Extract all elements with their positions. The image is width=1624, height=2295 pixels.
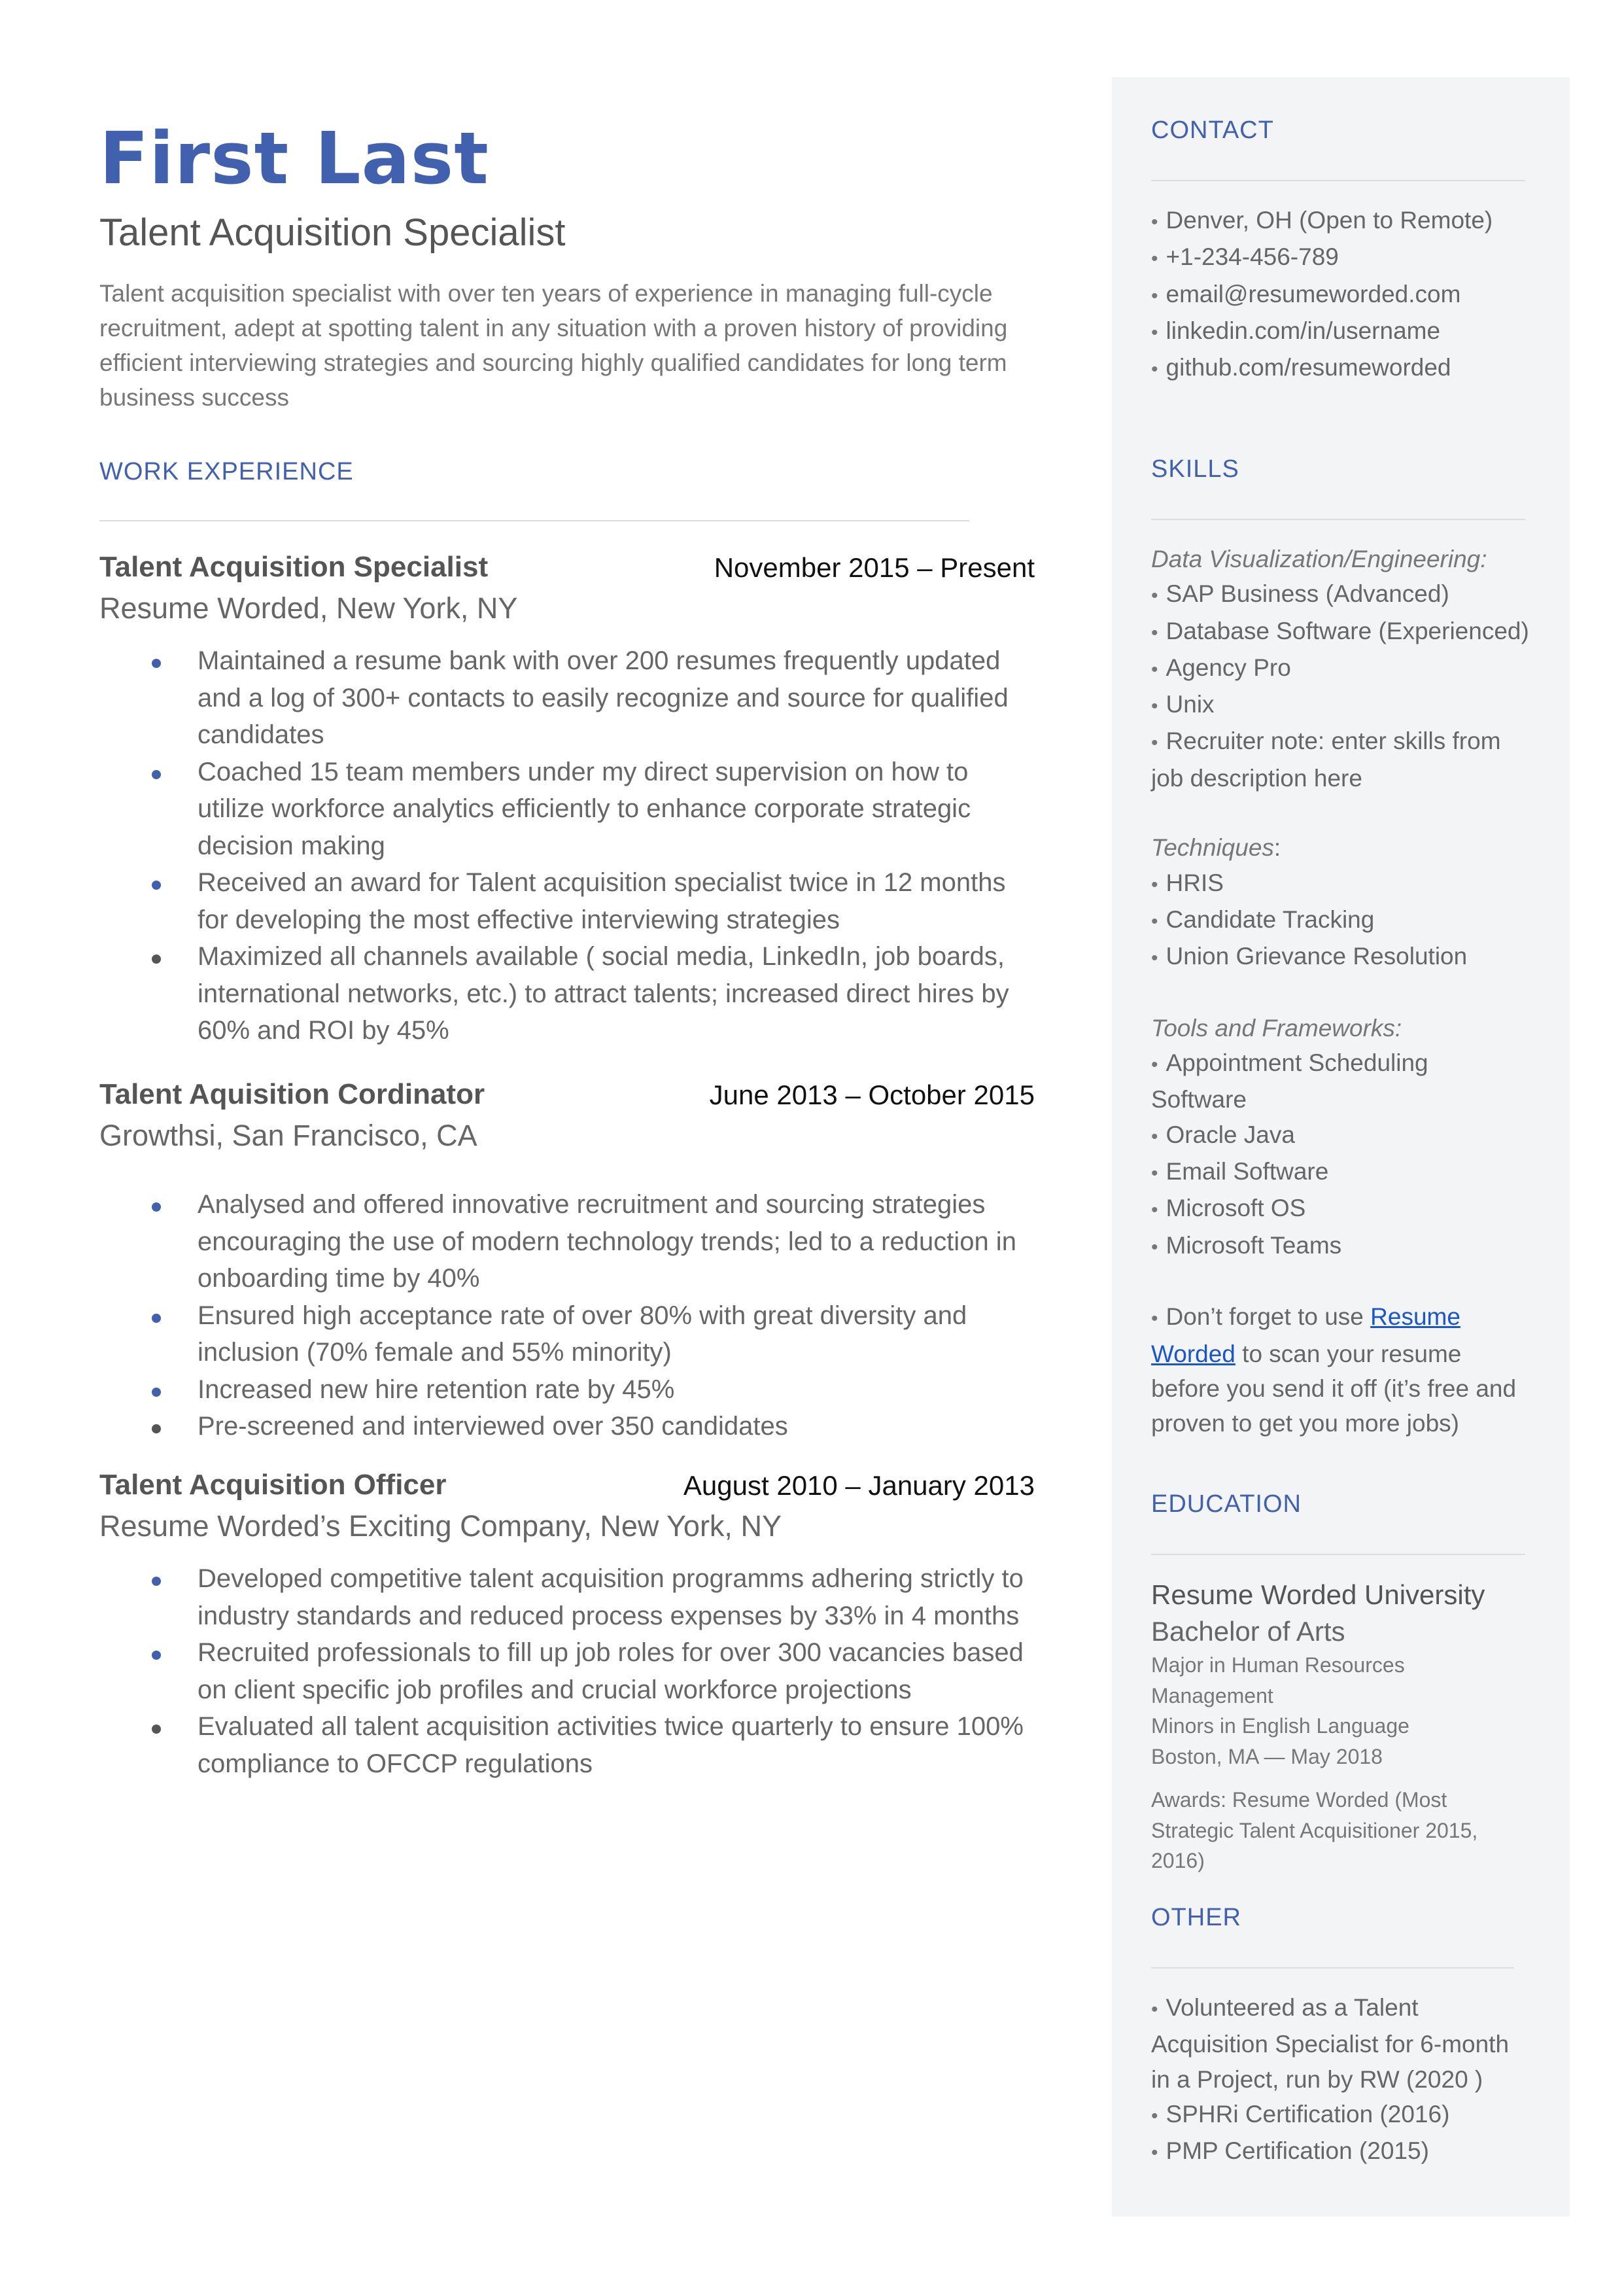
- edu-degree: Bachelor of Arts: [1151, 1616, 1345, 1647]
- edu-minor: Minors in English Language: [1151, 1714, 1409, 1738]
- list-item: Coached 15 team members under my direct supervision on how to utilize workforce analytics efficiently to enhance corporate strategic decision making: [99, 754, 1035, 865]
- skill-item: • Unix: [1151, 691, 1215, 718]
- edu-awards-cont: Strategic Talent Acquisitioner 2015,: [1151, 1818, 1478, 1842]
- job-company: Resume Worded’s Exciting Company, New York, NY: [99, 1509, 782, 1543]
- other-item: • SPHRi Certification (2016): [1151, 2100, 1450, 2128]
- divider: [1151, 519, 1525, 520]
- skill-item: • Appointment Scheduling: [1151, 1049, 1428, 1077]
- bullet-dot-icon: [152, 1388, 161, 1397]
- other-list: [1151, 1990, 1544, 2170]
- job-dates: November 2015 – Present: [714, 552, 1035, 583]
- tip-text: before you send it off (it’s free and: [1151, 1375, 1517, 1402]
- other-item-cont: Acquisition Specialist for 6-month: [1151, 2031, 1510, 2058]
- skill-category: Tools and Frameworks:: [1151, 1014, 1402, 1042]
- divider: [99, 520, 969, 521]
- other-item-cont: in a Project, run by RW (2020 ): [1151, 2065, 1483, 2093]
- edu-major-cont: Management: [1151, 1683, 1273, 1708]
- list-item: Ensured high acceptance rate of over 80% with great diversity and inclusion (70% female and 55% minority): [99, 1297, 1035, 1371]
- skills-heading: SKILLS: [1151, 455, 1239, 483]
- job-role: Talent Acquisition Officer: [99, 1469, 447, 1501]
- skill-item: • Union Grievance Resolution: [1151, 943, 1468, 970]
- bullet-dot-icon: [152, 1202, 161, 1212]
- bullet-dot-icon: [152, 1424, 161, 1433]
- edu-location-date: Boston, MA — May 2018: [1151, 1744, 1383, 1768]
- skill-category: Techniques:: [1151, 834, 1281, 862]
- job-bullets: [99, 1560, 1035, 1782]
- edu-major: Major in Human Resources: [1151, 1653, 1405, 1677]
- contact-email[interactable]: • email@resumeworded.com: [1151, 280, 1461, 307]
- tip-text: Worded to scan your resume: [1151, 1340, 1462, 1367]
- job-role: Talent Acquisition Specialist: [99, 551, 489, 583]
- skills-list: [1151, 542, 1544, 1441]
- list-item: Evaluated all talent acquisition activities twice quarterly to ensure 100% compliance to OFCCP regulations: [99, 1708, 1035, 1782]
- edu-awards-cont: 2016): [1151, 1849, 1205, 1872]
- job-role: Talent Aquisition Cordinator: [99, 1078, 485, 1110]
- skill-item: • Candidate Tracking: [1151, 905, 1375, 933]
- list-item: Received an award for Talent acquisition specialist twice in 12 months for developing the most effective interviewing strategies: [99, 864, 1035, 938]
- skill-item: • Agency Pro: [1151, 654, 1291, 681]
- summary: Talent acquisition specialist with over ten years of experience in managing full-cycle recruitment, adept at spotting talent in any situation with a proven history of providing efficient interviewing strategies and sourcing highly qualified candidates for long term business success: [99, 280, 1008, 411]
- skill-item: • Database Software (Experienced): [1151, 617, 1529, 644]
- other-heading: OTHER: [1151, 1904, 1241, 1931]
- divider: [1151, 1967, 1514, 1969]
- list-item: Pre-screened and interviewed over 350 candidates: [99, 1408, 1035, 1445]
- work-experience-heading: WORK EXPERIENCE: [99, 458, 354, 485]
- skill-item: • Microsoft Teams: [1151, 1231, 1342, 1259]
- education-heading: EDUCATION: [1151, 1490, 1302, 1518]
- bullet-dot-icon: [152, 955, 161, 964]
- contact-heading: CONTACT: [1151, 116, 1274, 144]
- skill-item: • Microsoft OS: [1151, 1195, 1306, 1222]
- bullet-dot-icon: [152, 1725, 161, 1734]
- other-item: • PMP Certification (2015): [1151, 2137, 1429, 2165]
- list-item: Maintained a resume bank with over 200 resumes frequently updated and a log of 300+ contacts to easily recognize and source for qualified candidates: [99, 642, 1035, 754]
- bullet-dot-icon: [152, 1314, 161, 1323]
- job-company: Resume Worded, New York, NY: [99, 591, 518, 625]
- edu-school: Resume Worded University: [1151, 1579, 1485, 1610]
- job-dates: June 2013 – October 2015: [709, 1079, 1035, 1110]
- bullet-dot-icon: [152, 1651, 161, 1660]
- contact-github[interactable]: • github.com/resumeworded: [1151, 354, 1451, 381]
- skill-note: • Recruiter note: enter skills from: [1151, 727, 1501, 755]
- bullet-dot-icon: [152, 659, 161, 668]
- list-item: Maximized all channels available ( social media, LinkedIn, job boards, international networks, etc.) to attract talents; increased direct hires by 60% and ROI by 45%: [99, 938, 1035, 1049]
- job-bullets: [99, 1186, 1035, 1445]
- bullet-dot-icon: [152, 1577, 161, 1586]
- resume-worded-link[interactable]: Resume: [1370, 1303, 1460, 1331]
- skill-item-cont: Software: [1151, 1086, 1247, 1113]
- skill-item: • SAP Business (Advanced): [1151, 580, 1449, 608]
- skill-item: • HRIS: [1151, 869, 1224, 896]
- bullet-dot-icon: [152, 770, 161, 779]
- sidebar: [1112, 77, 1570, 2216]
- candidate-name: First Last: [99, 116, 489, 200]
- edu-awards: Awards: Resume Worded (Most: [1151, 1788, 1447, 1812]
- contact-list: [1151, 203, 1544, 387]
- education-block: [1151, 1577, 1544, 1876]
- skill-category: Data Visualization/Engineering:: [1151, 546, 1487, 572]
- divider: [1151, 180, 1525, 181]
- list-item: Developed competitive talent acquisition programms adhering strictly to industry standards and reduced process expenses by 33% in 4 months: [99, 1560, 1035, 1634]
- resume-worded-link[interactable]: Worded: [1151, 1340, 1235, 1367]
- skill-item: • Email Software: [1151, 1158, 1329, 1185]
- candidate-title: Talent Acquisition Specialist: [99, 211, 566, 254]
- contact-location: • Denver, OH (Open to Remote): [1151, 207, 1493, 234]
- list-item: Increased new hire retention rate by 45%: [99, 1371, 1035, 1409]
- job-company: Growthsi, San Francisco, CA: [99, 1119, 477, 1152]
- contact-phone[interactable]: • +1-234-456-789: [1151, 243, 1339, 271]
- bullet-dot-icon: [152, 881, 161, 890]
- skill-item: • Oracle Java: [1151, 1121, 1295, 1148]
- list-item: Analysed and offered innovative recruitment and sourcing strategies encouraging the use of modern technology trends; led to a reduction in onboarding time by 40%: [99, 1186, 1035, 1297]
- job-dates: August 2010 – January 2013: [683, 1470, 1035, 1501]
- skill-note-cont: job description here: [1151, 764, 1362, 792]
- list-item: Recruited professionals to fill up job roles for over 300 vacancies based on client specific job profiles and crucial workforce projections: [99, 1634, 1035, 1708]
- other-item: • Volunteered as a Talent: [1151, 1994, 1419, 2021]
- divider: [1151, 1554, 1525, 1555]
- job-bullets: [99, 642, 1035, 1049]
- tip-text: proven to get you more jobs): [1151, 1410, 1459, 1437]
- contact-linkedin[interactable]: • linkedin.com/in/username: [1151, 317, 1441, 344]
- tip-text: • Don’t forget to use Resume: [1151, 1303, 1460, 1331]
